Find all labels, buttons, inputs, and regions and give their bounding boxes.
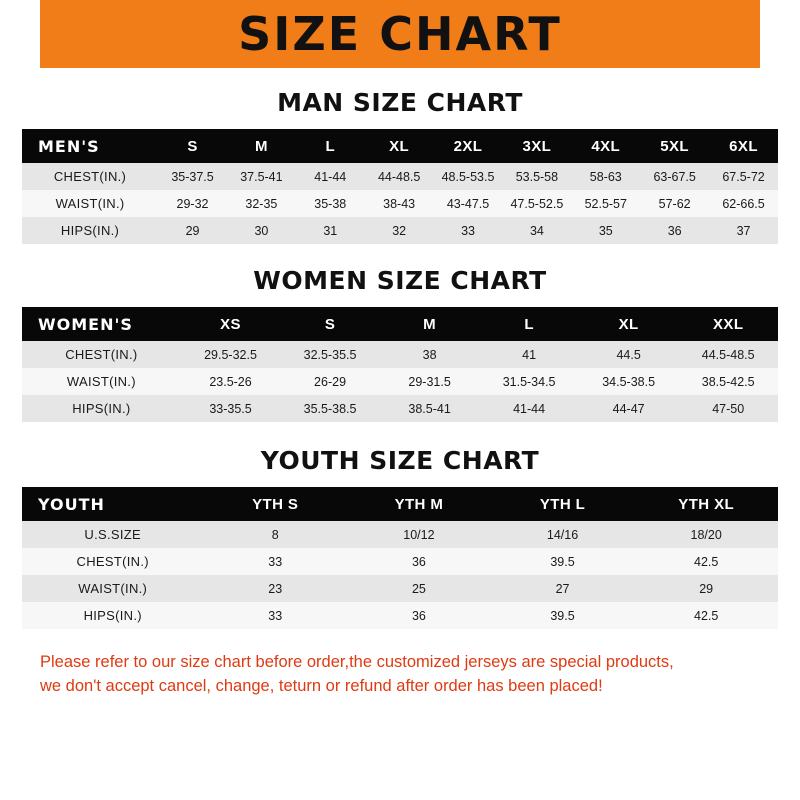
women-header-label: WOMEN'S	[22, 307, 181, 341]
cell: 25	[347, 575, 491, 602]
cell: 33	[203, 548, 347, 575]
row-label: U.S.SIZE	[22, 521, 203, 548]
cell: 38.5-41	[380, 395, 480, 422]
cell: 44.5-48.5	[678, 341, 778, 368]
page-title: SIZE CHART	[238, 7, 562, 61]
cell: 29-31.5	[380, 368, 480, 395]
youth-header-label: YOUTH	[22, 487, 203, 521]
youth-section-title: YOUTH SIZE CHART	[260, 446, 540, 475]
men-header-label: MEN'S	[22, 129, 158, 163]
cell: 62-66.5	[709, 190, 778, 217]
cell: 18/20	[634, 521, 778, 548]
row-label: CHEST(IN.)	[22, 163, 158, 190]
cell: 33-35.5	[181, 395, 281, 422]
cell: 36	[347, 602, 491, 629]
cell: 35	[571, 217, 640, 244]
cell: 63-67.5	[640, 163, 709, 190]
man-section-title: MAN SIZE CHART	[277, 88, 523, 117]
table-row	[22, 548, 778, 575]
cell: 32-35	[227, 190, 296, 217]
header-right-margin	[760, 0, 800, 68]
cell: 34	[502, 217, 571, 244]
cell: 27	[491, 575, 635, 602]
cell: 47.5-52.5	[502, 190, 571, 217]
column-header: 5XL	[640, 129, 709, 163]
cell: 33	[203, 602, 347, 629]
cell: 37	[709, 217, 778, 244]
row-label: HIPS(IN.)	[22, 602, 203, 629]
column-header: XS	[181, 307, 281, 341]
cell: 33	[434, 217, 503, 244]
women-size-table	[22, 307, 778, 422]
table-header-row	[22, 307, 778, 341]
column-header: 2XL	[434, 129, 503, 163]
column-header: XL	[365, 129, 434, 163]
cell: 43-47.5	[434, 190, 503, 217]
cell: 31.5-34.5	[479, 368, 579, 395]
cell: 39.5	[491, 602, 635, 629]
cell: 38.5-42.5	[678, 368, 778, 395]
column-header: S	[158, 129, 227, 163]
cell: 29	[634, 575, 778, 602]
cell: 42.5	[634, 602, 778, 629]
row-label: HIPS(IN.)	[22, 395, 181, 422]
cell: 53.5-58	[502, 163, 571, 190]
cell: 67.5-72	[709, 163, 778, 190]
cell: 48.5-53.5	[434, 163, 503, 190]
cell: 8	[203, 521, 347, 548]
row-label: HIPS(IN.)	[22, 217, 158, 244]
table-row	[22, 368, 778, 395]
cell: 23	[203, 575, 347, 602]
cell: 10/12	[347, 521, 491, 548]
table-row	[22, 341, 778, 368]
chart-content	[0, 88, 800, 699]
cell: 52.5-57	[571, 190, 640, 217]
table-row	[22, 163, 778, 190]
cell: 35-38	[296, 190, 365, 217]
table-row	[22, 190, 778, 217]
cell: 41-44	[479, 395, 579, 422]
column-header: YTH XL	[634, 487, 778, 521]
header-left-margin	[0, 0, 40, 68]
cell: 26-29	[280, 368, 380, 395]
cell: 36	[640, 217, 709, 244]
column-header: S	[280, 307, 380, 341]
row-label: WAIST(IN.)	[22, 190, 158, 217]
cell: 14/16	[491, 521, 635, 548]
man-size-table	[22, 129, 778, 244]
cell: 23.5-26	[181, 368, 281, 395]
cell: 38	[380, 341, 480, 368]
cell: 32.5-35.5	[280, 341, 380, 368]
cell: 29	[158, 217, 227, 244]
cell: 58-63	[571, 163, 640, 190]
column-header: YTH L	[491, 487, 635, 521]
cell: 39.5	[491, 548, 635, 575]
column-header: XXL	[678, 307, 778, 341]
cell: 44-48.5	[365, 163, 434, 190]
cell: 30	[227, 217, 296, 244]
cell: 35-37.5	[158, 163, 227, 190]
cell: 36	[347, 548, 491, 575]
youth-size-table	[22, 487, 778, 629]
table-row	[22, 575, 778, 602]
row-label: WAIST(IN.)	[22, 575, 203, 602]
column-header: YTH S	[203, 487, 347, 521]
order-notice	[22, 651, 778, 699]
table-row	[22, 602, 778, 629]
table-row	[22, 217, 778, 244]
row-label: CHEST(IN.)	[22, 548, 203, 575]
cell: 47-50	[678, 395, 778, 422]
column-header: L	[479, 307, 579, 341]
column-header: M	[380, 307, 480, 341]
column-header: 4XL	[571, 129, 640, 163]
cell: 29-32	[158, 190, 227, 217]
row-label: CHEST(IN.)	[22, 341, 181, 368]
column-header: YTH M	[347, 487, 491, 521]
column-header: 3XL	[502, 129, 571, 163]
column-header: M	[227, 129, 296, 163]
cell: 42.5	[634, 548, 778, 575]
table-header-row	[22, 129, 778, 163]
cell: 37.5-41	[227, 163, 296, 190]
notice-line-2: we don't accept cancel, change, teturn or refund after order has been placed!	[40, 676, 603, 695]
cell: 41-44	[296, 163, 365, 190]
column-header: XL	[579, 307, 679, 341]
cell: 34.5-38.5	[579, 368, 679, 395]
cell: 32	[365, 217, 434, 244]
header-band	[0, 0, 800, 68]
column-header: 6XL	[709, 129, 778, 163]
cell: 29.5-32.5	[181, 341, 281, 368]
table-header-row	[22, 487, 778, 521]
women-section-title: WOMEN SIZE CHART	[253, 266, 547, 295]
table-row	[22, 521, 778, 548]
table-row	[22, 395, 778, 422]
cell: 38-43	[365, 190, 434, 217]
cell: 57-62	[640, 190, 709, 217]
cell: 44-47	[579, 395, 679, 422]
notice-line-1: Please refer to our size chart before order,the customized jerseys are special products,	[40, 653, 674, 671]
row-label: WAIST(IN.)	[22, 368, 181, 395]
cell: 41	[479, 341, 579, 368]
cell: 35.5-38.5	[280, 395, 380, 422]
cell: 44.5	[579, 341, 679, 368]
column-header: L	[296, 129, 365, 163]
cell: 31	[296, 217, 365, 244]
